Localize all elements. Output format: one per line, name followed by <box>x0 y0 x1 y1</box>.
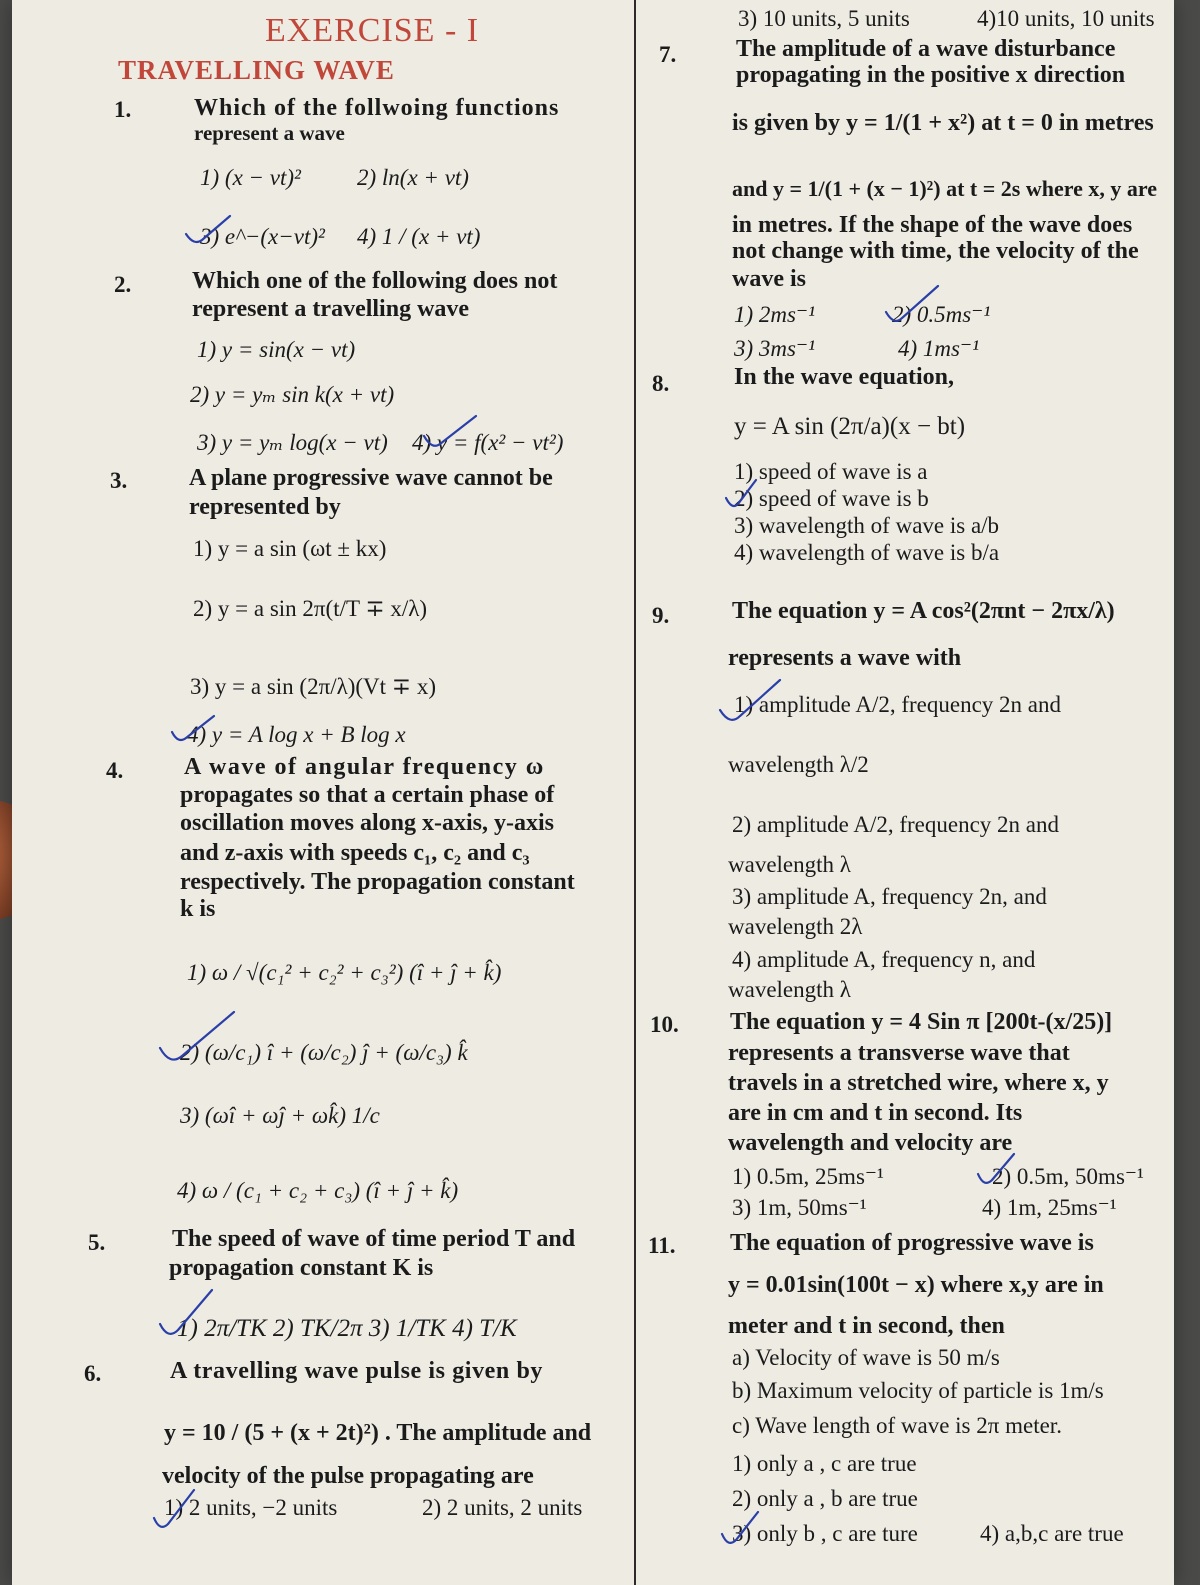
q6-text-1: A travelling wave pulse is given by <box>170 1358 544 1384</box>
q7-option-3: 3) 3ms⁻¹ <box>734 336 816 361</box>
q8-equation: y = A sin (2π/a)(x − bt) <box>734 413 966 440</box>
q4-option-4: 4) ω / (c₁ + c₂ + c₃) (î + ĵ + k̂) <box>177 1178 459 1203</box>
q4-number: 4. <box>106 758 124 783</box>
q2-option-4: 4) y = f(x² − vt²) <box>412 430 564 455</box>
q10-option-1: 1) 0.5m, 25ms⁻¹ <box>732 1164 884 1189</box>
q3-text-1: A plane progressive wave cannot be <box>189 465 553 491</box>
q7-text-5: in metres. If the shape of the wave does <box>732 212 1133 238</box>
q1-number: 1. <box>114 97 132 122</box>
q10-answer-check-mark <box>976 1150 1016 1190</box>
q10-text-5: wavelength and velocity are <box>728 1130 1013 1156</box>
q6-option-1: 1) 2 units, −2 units <box>164 1495 338 1520</box>
q5-answer-check-mark <box>158 1286 216 1342</box>
q11-statement-b: b) Maximum velocity of particle is 1m/s <box>732 1378 1104 1403</box>
q5-text-2: propagation constant K is <box>169 1255 434 1281</box>
q9-option-4a: 4) amplitude A, frequency n, and <box>732 947 1036 972</box>
q8-option-4: 4) wavelength of wave is b/a <box>734 540 1000 565</box>
q3-text-2: represented by <box>189 494 341 520</box>
q8-option-2: 2) speed of wave is b <box>734 486 929 511</box>
q4-option-1: 1) ω / √(c₁² + c₂² + c₃²) (î + ĵ + k̂) <box>187 960 502 985</box>
q7-text-1: The amplitude of a wave disturbance <box>736 36 1116 62</box>
section-title: TRAVELLING WAVE <box>118 55 395 85</box>
exercise-page <box>12 0 1174 1585</box>
q3-option-2: 2) y = a sin 2π(t/T ∓ x/λ) <box>193 596 428 621</box>
q10-text-1: The equation y = 4 Sin π [200t-(x/25)] <box>730 1009 1113 1035</box>
q6-option-4: 4)10 units, 10 units <box>977 6 1155 31</box>
q7-text-2: propagating in the positive x direction <box>736 62 1126 88</box>
q3-option-3: 3) y = a sin (2π/λ)(Vt ∓ x) <box>190 674 436 699</box>
q1-answer-check-mark <box>184 212 234 252</box>
q9-option-1b: wavelength λ/2 <box>728 752 869 777</box>
q2-number: 2. <box>114 272 132 297</box>
q6-equation: y = 10 / (5 + (x + 2t)²) . The amplitude and <box>164 1420 592 1446</box>
q8-option-3: 3) wavelength of wave is a/b <box>734 513 1000 538</box>
q7-answer-check-mark <box>884 282 940 328</box>
q4-text-3: oscillation moves along x-axis, y-axis <box>180 810 555 836</box>
q10-text-3: travels in a stretched wire, where x, y <box>728 1070 1109 1096</box>
q7-option-1: 1) 2ms⁻¹ <box>734 302 816 327</box>
q3-answer-check-mark <box>170 710 218 750</box>
q5-options: 1) 2π/TK 2) TK/2π 3) 1/TK 4) T/K <box>177 1315 517 1342</box>
q7-text-3: is given by y = 1/(1 + x²) at t = 0 in metres <box>732 110 1154 136</box>
q7-option-2: 2) 0.5ms⁻¹ <box>892 302 991 327</box>
q4-text-2: propagates so that a certain phase of <box>180 782 555 808</box>
q11-statement-c: c) Wave length of wave is 2π meter. <box>732 1413 1062 1438</box>
q4-text-4: and z-axis with speeds c₁, c₂ and c₃ <box>180 840 530 866</box>
q4-answer-check-mark <box>158 1006 238 1072</box>
q7-text-7: wave is <box>732 266 806 292</box>
q9-answer-check-mark <box>718 676 782 726</box>
q10-text-4: are in cm and t in second. Its <box>728 1100 1023 1126</box>
q9-text-2: represents a wave with <box>728 645 962 671</box>
q6-option-3: 3) 10 units, 5 units <box>738 6 910 31</box>
q11-text-3: meter and t in second, then <box>728 1313 1005 1339</box>
q4-option-3: 3) (ωî + ωĵ + ωk̂) 1/c <box>180 1103 380 1128</box>
q10-number: 10. <box>650 1012 679 1037</box>
q9-option-3b: wavelength 2λ <box>728 914 863 939</box>
q11-text-2: y = 0.01sin(100t − x) where x,y are in <box>728 1272 1104 1298</box>
exercise-title: EXERCISE - I <box>265 12 480 49</box>
q2-option-1: 1) y = sin(x − vt) <box>197 337 356 362</box>
q9-option-1a: 1) amplitude A/2, frequency 2n and <box>734 692 1062 717</box>
q5-text-1: The speed of wave of time period T and <box>172 1226 576 1252</box>
q2-option-2: 2) y = yₘ sin k(x + vt) <box>190 382 395 407</box>
q9-option-2b: wavelength λ <box>728 852 851 877</box>
q8-number: 8. <box>652 371 670 396</box>
column-divider <box>634 0 636 1585</box>
q7-text-4: and y = 1/(1 + (x − 1)²) at t = 2s where x, y are <box>732 176 1157 201</box>
q1-text-1: Which of the follwoing functions <box>194 95 560 121</box>
q9-option-3a: 3) amplitude A, frequency 2n, and <box>732 884 1047 909</box>
q2-text-1: Which one of the following does not <box>192 268 558 294</box>
q5-number: 5. <box>88 1230 106 1255</box>
q10-option-4: 4) 1m, 25ms⁻¹ <box>982 1195 1117 1220</box>
q10-option-2: 2) 0.5m, 50ms⁻¹ <box>992 1164 1144 1189</box>
q6-text-3: velocity of the pulse propagating are <box>162 1463 534 1489</box>
q1-option-4: 4) 1 / (x + vt) <box>357 224 481 249</box>
q8-text-1: In the wave equation, <box>734 364 955 390</box>
q7-text-6: not change with time, the velocity of the <box>732 238 1139 264</box>
q1-option-1: 1) (x − vt)² <box>200 165 301 190</box>
q1-option-3: 3) e^−(x−vt)² <box>200 224 325 249</box>
q7-option-4: 4) 1ms⁻¹ <box>898 336 980 361</box>
q11-option-4: 4) a,b,c are true <box>980 1521 1124 1546</box>
q3-option-4: 4) y = A log x + B log x <box>187 722 406 747</box>
q11-answer-check-mark <box>720 1508 760 1552</box>
q4-text-1: A wave of angular frequency ω <box>184 754 545 780</box>
q10-option-3: 3) 1m, 50ms⁻¹ <box>732 1195 867 1220</box>
q11-statement-a: a) Velocity of wave is 50 m/s <box>732 1345 1000 1370</box>
q8-option-1: 1) speed of wave is a <box>734 459 928 484</box>
q11-option-1: 1) only a , c are true <box>732 1451 917 1476</box>
q2-answer-check-mark <box>422 410 478 456</box>
q10-text-2: represents a transverse wave that <box>728 1040 1070 1066</box>
q1-option-2: 2) ln(x + vt) <box>357 165 469 190</box>
q7-number: 7. <box>659 42 677 67</box>
q9-option-4b: wavelength λ <box>728 977 851 1002</box>
q9-number: 9. <box>652 603 670 628</box>
q6-answer-check-mark <box>152 1486 198 1534</box>
q4-text-5: respectively. The propagation constant <box>180 869 575 895</box>
q2-option-3: 3) y = yₘ log(x − vt) <box>197 430 388 455</box>
q9-text-1: The equation y = A cos²(2πnt − 2πx/λ) <box>732 598 1115 624</box>
q2-text-2: represent a travelling wave <box>192 296 470 322</box>
q1-text-2: represent a wave <box>194 121 345 145</box>
q3-option-1: 1) y = a sin (ωt ± kx) <box>193 536 387 561</box>
q11-text-1: The equation of progressive wave is <box>730 1230 1094 1256</box>
q4-option-2: 2) (ω/c₁) î + (ω/c₂) ĵ + (ω/c₃) k̂ <box>180 1040 468 1065</box>
q11-number: 11. <box>648 1233 676 1258</box>
q9-option-2a: 2) amplitude A/2, frequency 2n and <box>732 812 1060 837</box>
q11-option-2: 2) only a , b are true <box>732 1486 918 1511</box>
q6-number: 6. <box>84 1361 102 1386</box>
q6-option-2: 2) 2 units, 2 units <box>422 1495 583 1520</box>
q3-number: 3. <box>110 468 128 493</box>
q11-option-3: 3) only b , c are ture <box>732 1521 918 1546</box>
q8-answer-check-mark <box>724 476 758 512</box>
q4-text-6: k is <box>180 896 216 922</box>
